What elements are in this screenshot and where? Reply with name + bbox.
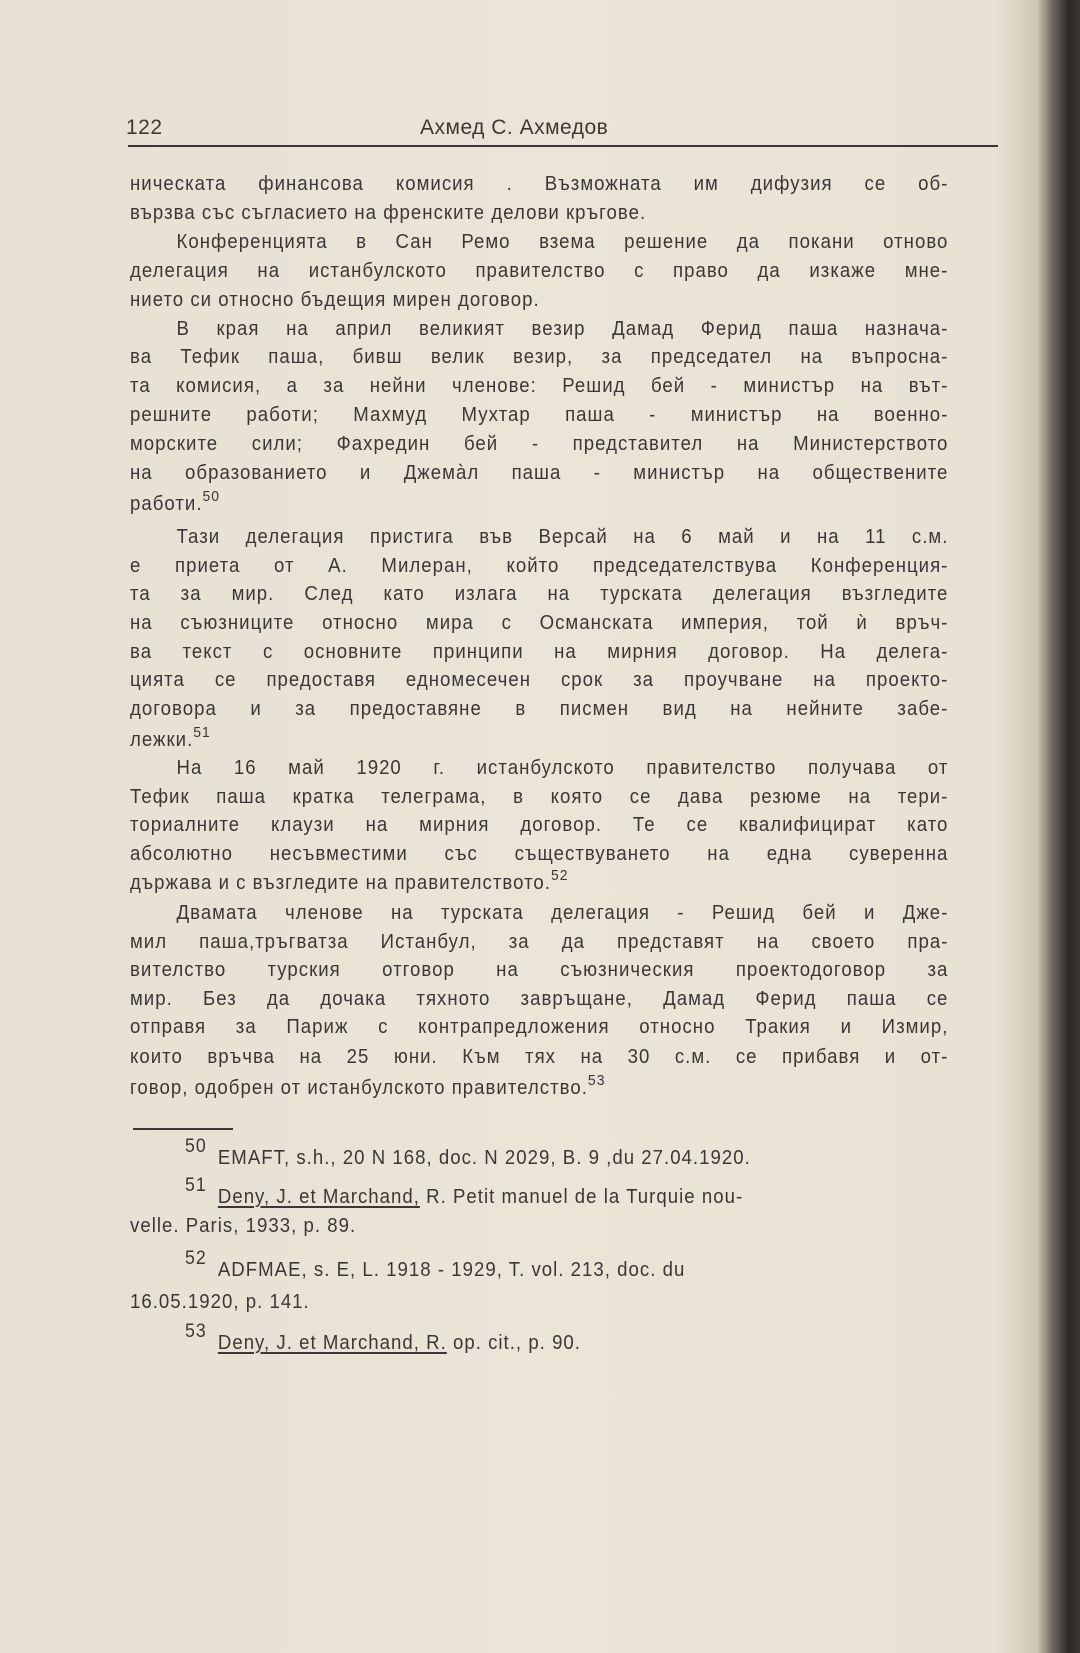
text-line [130,461,948,485]
footnote-reference: 50 [202,488,221,505]
footnote-number: 51 [185,1175,207,1196]
text-line [130,842,948,866]
text-line [130,756,948,780]
text-line [130,867,893,895]
line-text: работи. [130,493,203,515]
footnote-51 [185,1175,948,1209]
text-line [130,640,948,664]
line-text: ториалните клаузи на мирния договор. Те се квалифицират като [130,814,949,836]
text-line [130,1015,948,1039]
text-line [130,813,948,837]
text-line [130,582,948,606]
text-line [130,403,948,427]
footnote-number: 50 [185,1136,207,1157]
line-text: морските сили; Фахредин бей - представител на Министерството [130,433,949,455]
footnote-52 [185,1248,948,1282]
text-line [130,525,948,549]
text-line [130,554,948,578]
footnote-rule [133,1128,233,1130]
line-text: договора и за предоставяне в писмен вид на нейните забе- [130,698,949,720]
line-text: ва текст с основните принципи на мирния договор. На делега- [130,641,949,663]
text-line [130,1072,893,1100]
line-text: нието си относно бъдещия мирен договор. [130,289,540,311]
text-line [130,987,948,1011]
footnote-continuation: velle. Paris, 1933, p. 89. [130,1215,357,1237]
footnote-50 [185,1136,948,1170]
text-line [130,288,893,312]
text-line [130,785,948,809]
text-line [130,230,948,254]
line-text: решните работи; Махмуд Мухтар паша - министър на военно- [130,404,949,426]
text-line [130,488,893,516]
line-text: отправя за Париж с контрапредложения относно Тракия и Измир, [130,1016,949,1038]
text-line [130,374,948,398]
text-line [130,172,948,196]
text-line [130,1045,948,1069]
text-line [130,901,948,925]
footnote-text: R. Petit manuel de la Turquie nou- [419,1186,744,1208]
line-text: които връчва на 25 юни. Към тях на 30 с.м. се прибавя и от- [130,1046,949,1068]
line-text: мил паша,тръгватза Истанбул, за да представят на своето пра- [130,931,949,953]
text-line [130,432,948,456]
line-text: В края на април великият везир Дамад Ферид паша назнача- [176,318,949,340]
footnote-number: 52 [185,1248,207,1269]
line-text: Двамата членове на турската делегация - Решид бей и Дже- [176,902,949,924]
text-line [130,697,948,721]
line-text: ническата финансова комисия . Възможната им дифузия се об- [130,173,949,195]
footnote-53 [185,1321,948,1355]
line-text: лежки. [130,729,194,751]
text-line [130,930,948,954]
line-text: Тази делегация пристига във Версай на 6 май и на 11 с.м. [176,526,949,548]
text-line [130,958,948,982]
line-text: та комисия, а за нейни членове: Решид бей - министър на вът- [130,375,949,397]
footnote-text: EMAFT, s.h., 20 N 168, doc. N 2029, B. 9 ,du 27.04.1920. [217,1147,751,1169]
footnote-reference: 51 [193,724,211,741]
line-text: та за мир. След като излага на турската делегация възгледите [130,583,949,605]
footnote-reference: 53 [587,1072,606,1089]
header-rule [128,145,998,147]
text-line [130,724,893,752]
footnote-reference: 52 [550,867,569,884]
footnote-author: Deny, J. et Marchand, R. [217,1332,447,1354]
line-text: делегация на истанбулското правителство с право да изкаже мне- [130,260,949,282]
text-line [130,611,948,635]
line-text: цията се предоставя едномесечен срок за проучване на проекто- [130,669,949,691]
line-text: на образованието и Джемàл паша - министър на обществените [130,462,949,484]
text-line [130,259,948,283]
footnote-text: op. cit., p. 90. [446,1332,581,1354]
page-number: 122 [126,116,163,139]
line-text: ва Тефик паша, бивш велик везир, за председател на въпросна- [130,346,949,368]
text-line [130,201,893,225]
running-header-author: Ахмед С. Ахмедов [420,116,609,139]
line-text: вързва със съгласието на френските делови кръгове. [130,202,647,224]
line-text: е приета от А. Милеран, който председателствува Конференция- [130,555,949,577]
footnote-number: 53 [185,1321,207,1342]
text-line [130,668,948,692]
footnote-text: ADFMAE, s. E, L. 1918 - 1929, T. vol. 213, doc. du [217,1259,686,1281]
line-text: абсолютно несъвместими със съществуването на една суверенна [130,843,949,865]
line-text: На 16 май 1920 г. истанбулското правителство получава от [176,757,949,779]
line-text: на съюзниците относно мира с Османската империя, той ѝ връч- [130,612,949,634]
text-line [130,317,948,341]
line-text: държава и с възгледите на правителството. [130,872,551,894]
line-text: вителство турския отговор на съюзническия проектодоговор за [130,959,949,981]
footnote-continuation: 16.05.1920, p. 141. [130,1291,310,1313]
text-line [130,345,948,369]
line-text: Конференцията в Сан Ремо взема решение да покани отново [176,231,949,253]
line-text: Тефик паша кратка телеграма, в която се дава резюме на тери- [130,786,949,808]
line-text: говор, одобрен от истанбулското правителство. [130,1077,588,1099]
line-text: мир. Без да дочака тяхното завръщане, Дамад Ферид паша се [130,988,949,1010]
footnote-author: Deny, J. et Marchand, [217,1186,420,1208]
